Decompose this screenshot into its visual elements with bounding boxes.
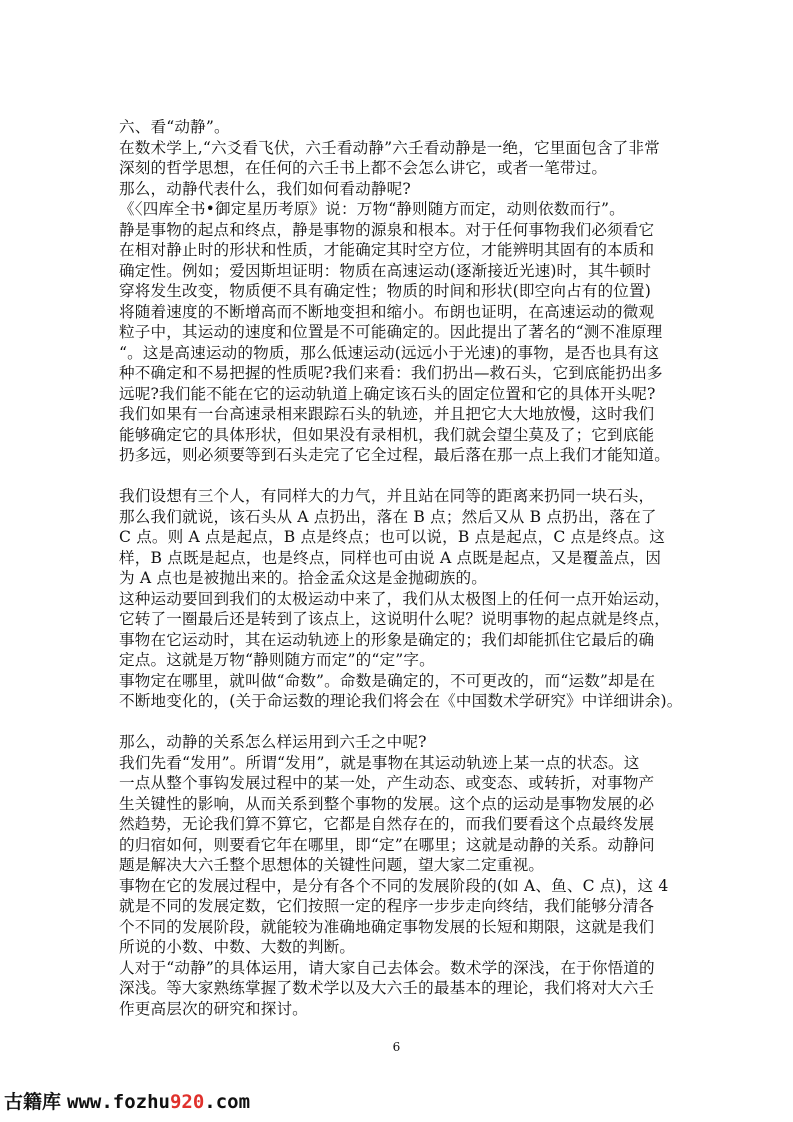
text-line: 一点从整个事钩发展过程中的某一处，产生动态、或变态、或转折，对事物产 xyxy=(119,774,655,792)
text-line: 为 A 点也是被抛出来的。拾金孟众这是金抛砌族的。 xyxy=(119,569,487,587)
text-line: 题是解决大六壬整个思想体的关键性问题，望大家二定重视。 xyxy=(119,856,545,874)
text-line: 它转了一圈最后还是转到了该点上，这说明什么呢？说明事物的起点就是终点， xyxy=(119,610,671,628)
text-line: 就是不同的发展定数，它们按照一定的程序一步步走向终结，我们能够分清各 xyxy=(119,897,655,915)
text-line: 种不确定和不易把握的性质呢?我们来看：我们扔出—救石头，它到底能扔出多 xyxy=(119,364,663,382)
text-line: 我们设想有三个人，有同样大的力气，并且站在同等的距离来扔同一块石头， xyxy=(119,487,655,505)
text-line: 我们如果有一台高速录相来跟踪石头的轨迹，并且把它大大地放慢，这时我们 xyxy=(119,405,655,423)
text-line: 那么我们就说，该石头从 A 点扔出，落在 B 点；然后又从 B 点扔出，落在了 xyxy=(119,507,657,526)
text-line: 人对于“动静”的具体运用，请大家自己去体会。数术学的深浅，在于你悟道的 xyxy=(119,958,655,977)
text-line: 然趋势，无论我们算不算它，它都是自然存在的，而我们要看这个点最终发展 xyxy=(119,815,655,833)
text-line: 穿将发生改变，物质便不具有确定性；物质的时间和形状(即空向占有的位置) xyxy=(119,282,652,300)
text-line: 不断地变化的，(关于命运数的理论我们将会在《中国数术学研究》中详细讲余)。 xyxy=(119,692,683,710)
site-watermark xyxy=(4,1090,250,1114)
text-line: 那么，动静代表什么，我们如何看动静呢? xyxy=(119,179,411,198)
text-line: 粒子中，其运动的速度和位置是不可能确定的。因此提出了著名的“测不准原理 xyxy=(119,323,663,341)
text-line: 扔多远，则必须要等到石头走完了它全过程，最后落在那一点上我们才能知道。 xyxy=(119,446,671,464)
text-line: “。这是高速运动的物质，那么低速运动(远远小于光速)的事物，是否也具有这 xyxy=(119,343,660,362)
text-line: 的归宿如何，则要看它年在哪里，即“定”在哪里；这就是动静的关系。动静问 xyxy=(119,835,655,854)
text-line: 这种运动要回到我们的太极运动中来了，我们从太极图上的任何一点开始运动， xyxy=(119,589,671,608)
text-line: 我们先看“发用”。所谓“发用”，就是事物在其运动轨迹上某一点的状态。这 xyxy=(119,753,640,772)
text-line: 所说的小数、中数、大数的判断。 xyxy=(119,938,356,956)
page-number: 6 xyxy=(392,1040,401,1054)
text-line: 在相对静止时的形状和性质，才能确定其时空方位，才能辨明其固有的本质和 xyxy=(119,241,655,259)
text-line: 作更高层次的研究和探讨。 xyxy=(119,999,308,1018)
text-line: 将随着速度的不断增高而不断地变担和缩小。布朗也证明，在高速运动的微观 xyxy=(119,302,655,321)
text-line: 六、看“动静”。 xyxy=(119,118,230,136)
text-line: 事物在它运动时，其在运动轨迹上的形象是确定的；我们却能抓住它最后的确 xyxy=(119,630,655,649)
text-line: 《〈四库全书•御定星历考原》说：万物“静则随方而定，动则依数而行”。 xyxy=(119,200,625,218)
text-line: 个不同的发展阶段，就能较为准确地确定事物发展的长短和期限，这就是我们 xyxy=(119,917,655,936)
text-line: 生关键性的影响，从而关系到整个事物的发展。这个点的运动是事物发展的必 xyxy=(119,794,655,813)
text-line: 确定性。例如；爱因斯坦证明：物质在高速运动(逐渐接近光速)时，其牛顿时 xyxy=(119,261,652,280)
watermark-url-number: 920 xyxy=(169,1091,205,1113)
text-line: 样，B 点既是起点，也是终点，同样也可由说 A 点既是起点，又是覆盖点，因 xyxy=(119,548,662,567)
text-line: 定点。这就是万物“静则随方而定”的“定”字。 xyxy=(119,651,435,669)
text-line: 深刻的哲学思想，在任何的六壬书上都不会怎么讲它，或者一笔带过。 xyxy=(119,159,608,177)
text-line: 远呢?我们能不能在它的运动轨道上确定该石头的固定位置和它的具体开头呢? xyxy=(119,384,656,403)
text-line: 事物定在哪里，就叫做“命数”。命数是确定的，不可更改的，而“运数”却是在 xyxy=(119,671,656,690)
watermark-brand: 古籍库 xyxy=(4,1091,62,1113)
text-line: 那么，动静的关系怎么样运用到六壬之中呢? xyxy=(119,733,427,751)
paragraph-gap xyxy=(119,466,679,487)
text-line: 静是事物的起点和终点，静是事物的源泉和根本。对于任何事物我们必须看它 xyxy=(119,220,655,239)
body-text xyxy=(119,117,683,1019)
paragraph-gap xyxy=(119,712,679,733)
text-line: C 点。则 A 点是起点，B 点是终点；也可以说，B 点是起点，C 点是终点。这 xyxy=(119,528,666,546)
text-line: 深浅。等大家熟练掌握了数术学以及大六壬的最基本的理论，我们将对大六壬 xyxy=(119,979,655,997)
watermark-url-suffix: .com xyxy=(204,1091,251,1113)
text-line: 能够确定它的具体形状，但如果没有录相机，我们就会望尘莫及了；它到底能 xyxy=(119,425,655,444)
watermark-url-prefix: www.fozhu xyxy=(67,1091,170,1113)
text-line: 在数术学上,“六爻看飞伏，六壬看动静”六壬看动静是一绝，它里面包含了非常 xyxy=(119,138,660,157)
text-line: 事物在它的发展过程中，是分有各个不同的发展阶段的(如 A、鱼、C 点)，这 4 xyxy=(119,876,669,895)
